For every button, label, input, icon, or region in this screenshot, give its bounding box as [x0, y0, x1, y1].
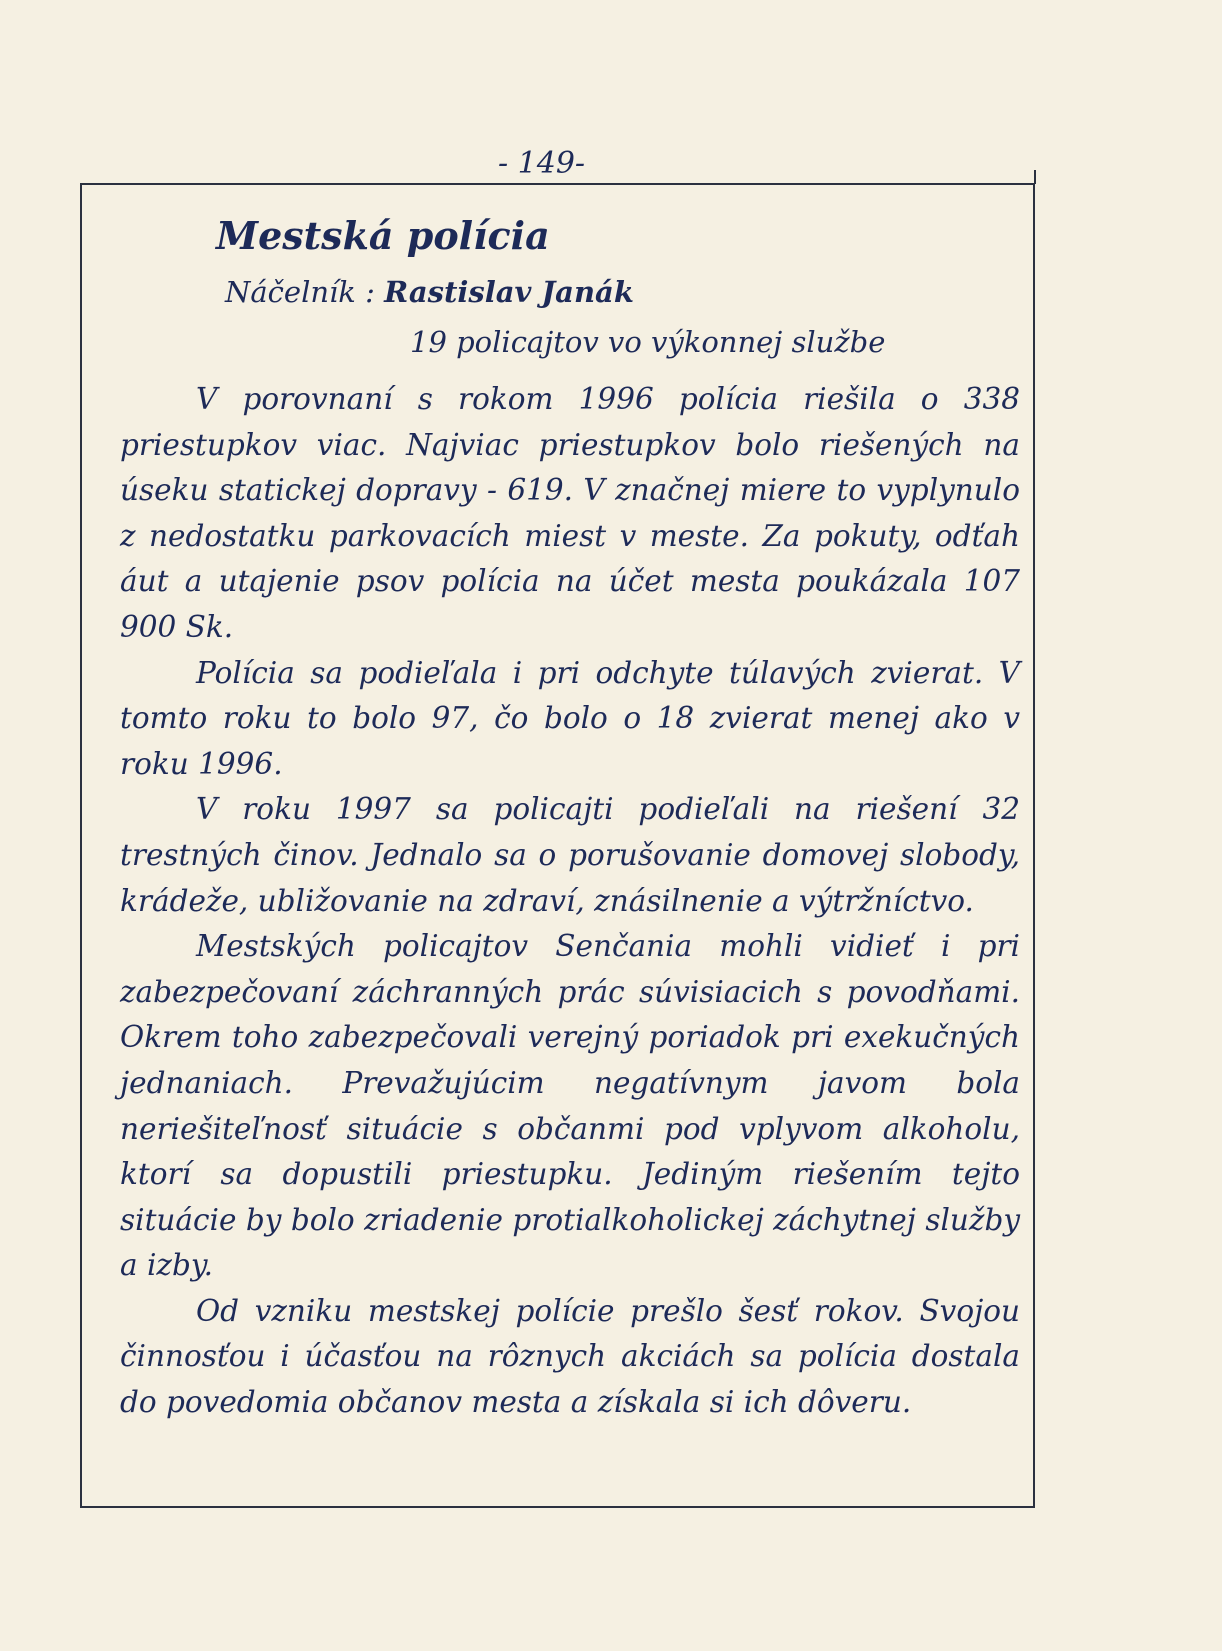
- officers-count: 19 policajtov vo výkonnej službe: [410, 325, 886, 359]
- paragraph-criminal-acts: V roku 1997 sa policajti podieľali na riešení 32 trestných činov. Jednalo sa o porušovanie domovej slobody, krádeže, ubližovanie na zdraví, znásilnenie a výtržníctvo.: [120, 792, 1020, 918]
- paragraph-conclusion: Od vzniku mestskej polície prešlo šesť rokov. Svojou činnosťou i účasťou na rôznych akciách sa polícia dostala do povedomia občanov mesta a získala si ich dôveru.: [120, 1293, 1020, 1420]
- chief-label: Náčelník :: [225, 275, 375, 309]
- paragraph-stray-animals: Polícia sa podieľala i pri odchyte túlavých zvierat. V tomto roku to bolo 97, čo bolo o 18 zvierat menej ako v roku 1996.: [120, 655, 1020, 781]
- handwritten-content: [120, 205, 1020, 1426]
- paragraph-offences: V porovnaní s rokom 1996 polícia riešila o 338 priestupkov viac. Najviac priestupkov bolo riešených na úseku statickej dopravy - 619. V značnej miere to vyplynulo z nedostatku parkovacích miest v meste. Za pokuty, odťah áut a utajenie psov polícia na účet mesta poukázala 107 900 Sk.: [120, 382, 1020, 644]
- chief-line: [225, 267, 1020, 317]
- page-title: Mestská polícia: [216, 213, 550, 258]
- frame-corner-mark: [1034, 170, 1036, 184]
- page-number: - 149-: [498, 146, 586, 181]
- chief-name: Rastislav Janák: [384, 275, 634, 309]
- paragraph-flood-work: Mestských policajtov Senčania mohli vidieť i pri zabezpečovaní záchranných prác súvisiacich s povodňami. Okrem toho zabezpečovali verejný poriadok pri exekučných jednaniach. Prevažujúcim negatívnym javom bola neriešiteľnosť situácie s občanmi pod vplyvom alkoholu, ktorí sa dopustili priestupku. Jediným riešením tejto situácie by bolo zriadenie protialkoholickej záchytnej služby a izby.: [120, 929, 1020, 1283]
